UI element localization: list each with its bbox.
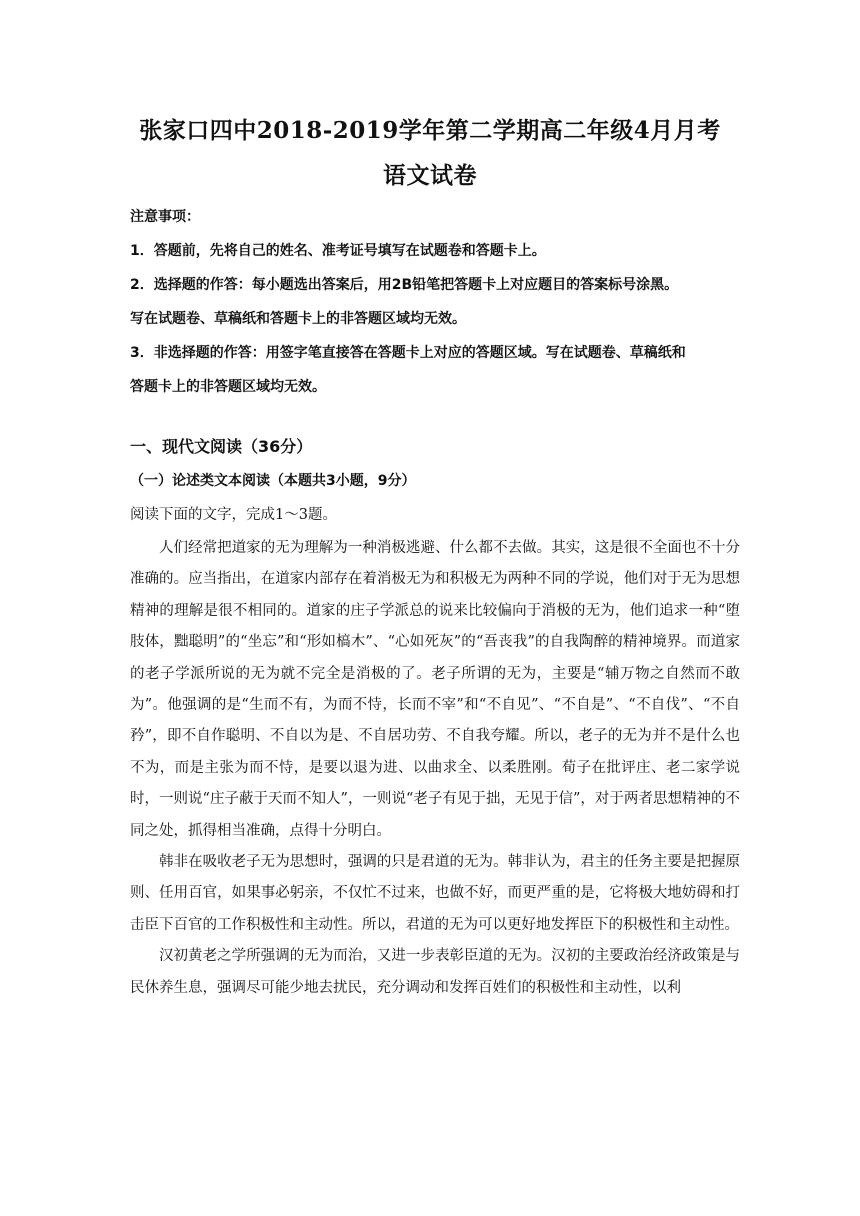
reading-instruction: 阅读下面的文字，完成1～3题。 (130, 507, 337, 523)
passage-paragraph-2: 韩非在吸收老子无为思想时，强调的只是君道的无为。韩非认为，君主的任务主要是把握原则、任用百官，如果事必躬亲，不仅忙不过来，也做不好，而更严重的是，它将极大地妨碍和打击臣下百官的工作积极性和主动性。所以，君道的无为可以更好地发挥臣下的积极性和主动性。 (130, 854, 740, 933)
subsection-heading: （一）论述类文本阅读（本题共3小题，9分） (130, 473, 416, 489)
notes-heading: 注意事项： (130, 209, 200, 225)
note-item-3-continued: 答题卡上的非答题区域均无效。 (130, 379, 326, 395)
section-heading: 一、现代文阅读（36分） (130, 437, 313, 456)
notes-block (130, 200, 740, 404)
reading-passage (130, 533, 740, 1004)
passage-paragraph-1: 人们经常把道家的无为理解为一种消极逃避、什么都不去做。其实，这是很不全面也不十分准确的。应当指出，在道家内部存在着消极无为和积极无为两种不同的学说，他们对于无为思想精神的理解是很不相同的。道家的庄子学派总的说来比较偏向于消极的无为，他们追求一种“堕肢体，黜聪明”的“坐忘”和“形如槁木”、“心如死灰”的“吾丧我”的自我陶醉的精神境界。而道家的老子学派所说的无为就不完全是消极的了。老子所谓的无为，主要是“辅万物之自然而不敢为”。他强调的是“生而不有，为而不恃，长而不宰”和“不自见”、“不自是”、“不自伐”、“不自矜”，即不自作聪明、不自以为是、不自居功劳、不自我夸耀。所以，老子的无为并不是什么也不为，而是主张为而不恃，是要以退为进、以曲求全、以柔胜刚。荀子在批评庄、老二家学说时，一则说“庄子蔽于天而不知人”，一则说“老子有见于拙，无见于信”，对于两者思想精神的不同之处，抓得相当准确，点得十分明白。 (130, 540, 740, 839)
note-item-3: 3．非选择题的作答：用签字笔直接答在答题卡上对应的答题区域。写在试题卷、草稿纸和 (130, 345, 686, 361)
exam-title: 张家口四中2018-2019学年第二学期高二年级4月月考 (139, 117, 721, 144)
exam-subject-title: 语文试卷 (383, 162, 477, 189)
passage-paragraph-3: 汉初黄老之学所强调的无为而治，又进一步表彰臣道的无为。汉初的主要政治经济政策是与民休养生息，强调尽可能少地去扰民，充分调动和发挥百姓们的积极性和主动性，以利 (130, 948, 740, 996)
note-item-2: 2．选择题的作答：每小题选出答案后，用2B铅笔把答题卡上对应题目的答案标号涂黑。 (130, 277, 679, 293)
note-item-2-continued: 写在试题卷、草稿纸和答题卡上的非答题区域均无效。 (130, 311, 466, 327)
note-item-1: 1．答题前，先将自己的姓名、准考证号填写在试题卷和答题卡上。 (130, 243, 546, 259)
